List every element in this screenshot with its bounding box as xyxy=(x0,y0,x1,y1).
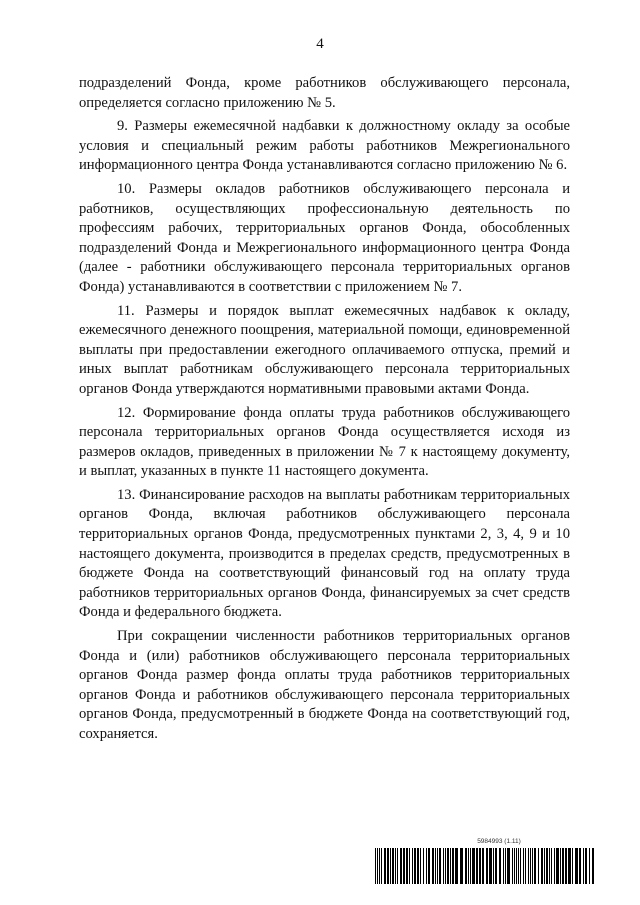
paragraph-item-13: 13. Финансирование расходов на выплаты работникам территориальных органов Фонда, включая работников обслуживающего персонала территориальных органов Фонда, предусмотренных пунктами 2, 3, 4, 9 и 10 настоящего документа, производится в пределах средств, предусмотренных в бюджете Фонда на соответствующий финансовый год на оплату труда работников территориальных органов Фонда, финансируемых за счет средств Фонда и федерального бюджета. xyxy=(79,486,570,621)
paragraph-item-12: 12. Формирование фонда оплаты труда работников обслуживающего персонала территориальных органов Фонда осуществляется исходя из размеров окладов, приведенных в приложении № 7 к настоящему документу, и выплат, указанных в пункте 11 настоящего документа. xyxy=(79,404,570,480)
barcode-block xyxy=(375,838,595,884)
document-body xyxy=(79,74,570,745)
barcode-image xyxy=(375,848,595,884)
page-number: 4 xyxy=(316,36,324,52)
paragraph-item-10: 10. Размеры окладов работников обслуживающего персонала и работников, осуществляющих профессиональную деятельность по профессиям рабочих, территориальных органов Фонда, обособленных подразделений Фонда и Межрегионального информационного центра Фонда (далее - работники обслуживающего персонала территориальных органов Фонда) устанавливаются в соответствии с приложением № 7. xyxy=(79,180,570,295)
paragraph-item-11: 11. Размеры и порядок выплат ежемесячных надбавок к окладу, ежемесячного денежного поощрения, материальной помощи, единовременной выплаты при предоставлении ежегодного оплачиваемого отпуска, премий и иных выплат работникам обслуживающего персонала территориальных органов Фонда утверждаются нормативными правовыми актами Фонда. xyxy=(79,302,570,397)
paragraph-closing: При сокращении численности работников территориальных органов Фонда и (или) работников обслуживающего персонала территориальных органов Фонда размер фонда оплаты труда работников территориальных органов Фонда и работников обслуживающего персонала территориальных органов Фонда, предусмотренный в бюджете Фонда на соответствующий год, сохраняется. xyxy=(79,628,570,742)
paragraph-continuation: подразделений Фонда, кроме работников обслуживающего персонала, определяется согласно приложению № 5. xyxy=(79,75,570,111)
barcode-caption: 5984993 (1.11) xyxy=(477,838,521,845)
paragraph-item-9: 9. Размеры ежемесячной надбавки к должностному окладу за особые условия и специальный режим работы работников Межрегионального информационного центра Фонда устанавливаются согласно приложению № 6. xyxy=(79,118,570,174)
